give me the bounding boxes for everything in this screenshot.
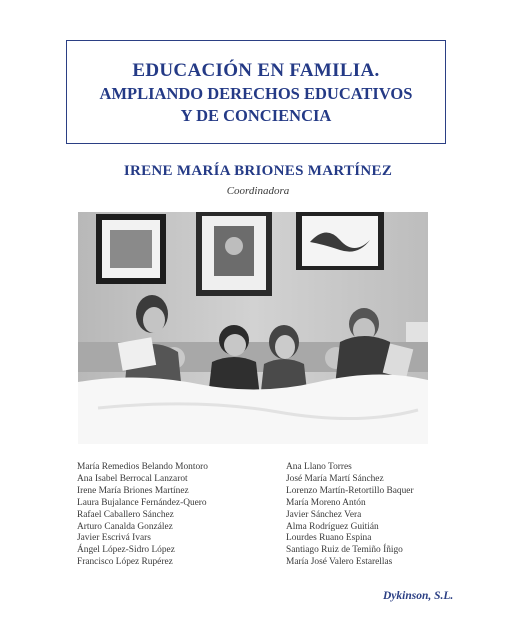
- cover-photo: [78, 212, 428, 444]
- contributor-name: Javier Sánchez Vera: [286, 509, 362, 520]
- title-line-2: AMPLIANDO DERECHOS EDUCATIVOS: [99, 83, 413, 103]
- family-reading-illustration: [78, 212, 428, 444]
- contributor-name: Ana Isabel Berrocal Lanzarot: [77, 473, 188, 484]
- contributor-name: Irene María Briones Martínez: [77, 485, 189, 496]
- title-box: [66, 40, 446, 144]
- contributor-name: Santiago Ruiz de Temiño Íñigo: [286, 545, 403, 556]
- contributors-right-column: [286, 462, 414, 569]
- author-name: IRENE MARÍA BRIONES MARTÍNEZ: [123, 163, 393, 179]
- contributor-name: Ángel López-Sidro López: [77, 545, 175, 556]
- contributor-name: María Moreno Antón: [286, 497, 366, 508]
- contributor-name: Alma Rodríguez Guitián: [286, 521, 379, 532]
- title-line-1: EDUCACIÓN EN FAMILIA.: [132, 59, 380, 81]
- title-line-3: Y DE CONCIENCIA: [180, 105, 332, 125]
- contributor-name: José María Martí Sánchez: [286, 473, 384, 484]
- contributor-name: María Remedios Belando Montoro: [77, 462, 208, 472]
- contributor-name: Lorenzo Martín-Retortillo Baquer: [286, 485, 414, 496]
- contributor-name: Francisco López Rupérez: [77, 557, 173, 568]
- contributor-name: Rafael Caballero Sánchez: [77, 509, 174, 520]
- contributor-name: Ana Llano Torres: [286, 462, 352, 472]
- publisher-logo: Dykinson, S.L.: [383, 590, 454, 602]
- contributor-name: Javier Escrivá Ivars: [77, 533, 151, 544]
- contributor-name: María José Valero Estarellas: [286, 557, 393, 568]
- contributor-name: Arturo Canalda González: [77, 521, 173, 532]
- contributor-name: Lourdes Ruano Espina: [286, 533, 372, 544]
- contributors-left-column: [77, 462, 208, 569]
- contributor-name: Laura Bujalance Fernández-Quero: [77, 497, 207, 508]
- author-role: Coordinadora: [226, 185, 290, 197]
